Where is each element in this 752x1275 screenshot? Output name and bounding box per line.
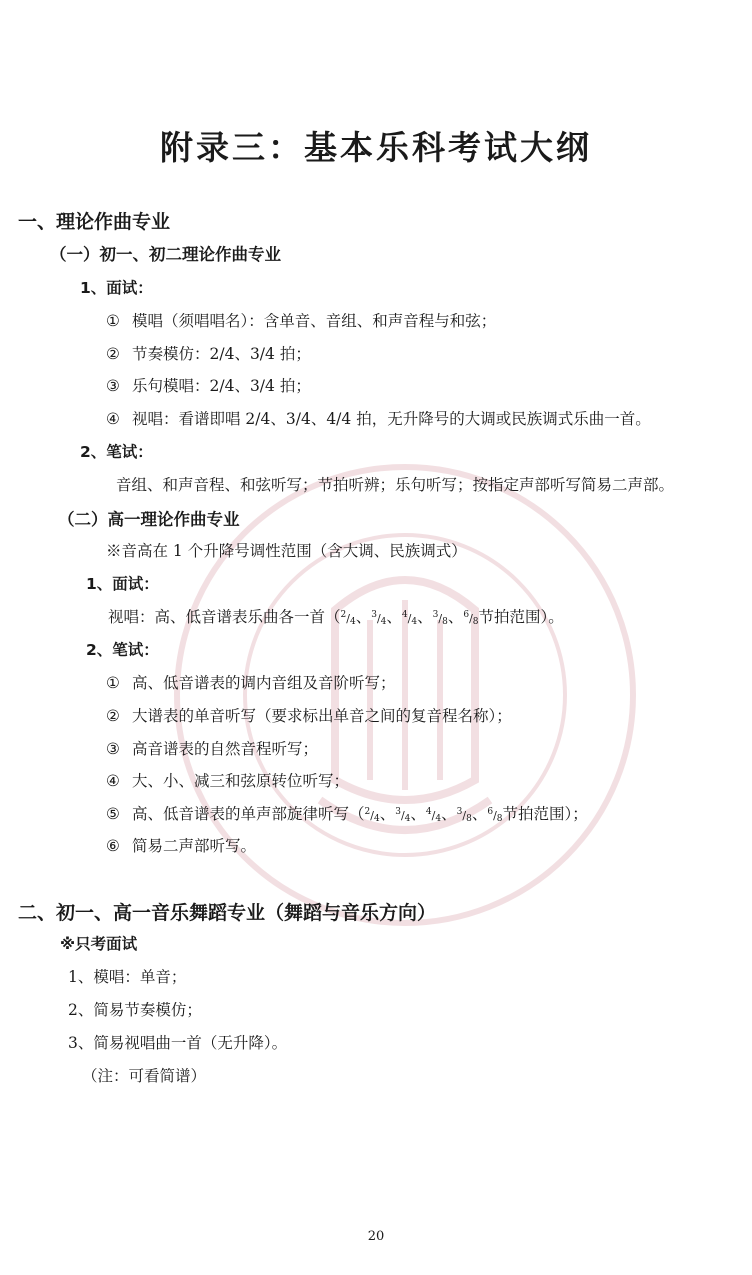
- list-text: 视唱：看谱即唱 2/4、3/4、4/4 拍，无升降号的大调或民族调式乐曲一首。: [132, 410, 651, 428]
- time-signature: $^6/_8$: [487, 807, 503, 824]
- list-number: ④: [106, 772, 120, 790]
- sight-singing-line: 视唱：高、低音谱表乐曲各一首（$^2/_4$、$^3/_4$、$^4/_4$、$^3/_8$、$^6/_8$节拍范围）。: [108, 608, 564, 627]
- time-signature: $^3/_4$: [371, 610, 387, 627]
- list-item: 2、简易节奏模仿；: [68, 1001, 202, 1019]
- list-item: 3、简易视唱曲一首（无升降）。: [68, 1034, 288, 1052]
- list-text: 大谱表的单音听写（要求标出单音之间的复音程名称）；: [132, 707, 512, 725]
- list-text: 简易二声部听写。: [132, 837, 257, 855]
- list-text: 高音谱表的自然音程听写；: [132, 740, 319, 758]
- time-signature: $^2/_4$: [364, 807, 380, 824]
- list-item: [106, 834, 256, 856]
- page-title: 附录三：基本乐科考试大纲: [160, 128, 592, 167]
- pitch-range-note: ※音高在 1 个升降号调性范围（含大调、民族调式）: [106, 542, 467, 560]
- list-item: [106, 342, 311, 364]
- page-number: 20: [367, 1229, 385, 1244]
- list-number: ①: [106, 312, 120, 330]
- list-item: [106, 769, 349, 791]
- section-2-heading: 二、初一、高一音乐舞蹈专业（舞蹈与音乐方向）: [18, 902, 437, 924]
- list-number: ⑤: [106, 805, 120, 823]
- list-number: ③: [106, 740, 120, 758]
- time-signature: $^3/_8$: [456, 807, 472, 824]
- list-text: 高、低音谱表的调内音组及音阶听写；: [132, 674, 396, 692]
- time-signature: $^6/_8$: [463, 610, 479, 627]
- list-item: [106, 671, 396, 693]
- list-text: 乐句模唱：2/4、3/4 拍；: [132, 377, 311, 395]
- time-signature: $^4/_4$: [425, 807, 442, 824]
- list-item: 1、模唱：单音；: [68, 968, 187, 986]
- list-item: [106, 309, 496, 331]
- section-1b-heading: （二）高一理论作曲专业: [58, 510, 240, 529]
- conservatory-seal-watermark: [170, 460, 640, 930]
- list-number: ③: [106, 377, 120, 395]
- section-1b-interview-heading: 1、面试：: [86, 575, 159, 593]
- list-item: [106, 407, 651, 429]
- list-number: ②: [106, 707, 120, 725]
- section-2-note: ※只考面试: [60, 935, 138, 953]
- list-item: [106, 704, 512, 726]
- list-text: 大、小、减三和弦原转位听写；: [132, 772, 350, 790]
- written-content: 音组、和声音程、和弦听写；节拍听辨；乐句听写；按指定声部听写简易二声部。: [116, 476, 675, 494]
- time-signature: $^2/_4$: [340, 610, 356, 627]
- list-item: [106, 374, 311, 396]
- time-signature: $^3/_8$: [432, 610, 448, 627]
- section-1a-heading: （一）初一、初二理论作曲专业: [50, 245, 281, 264]
- section-1a-written-heading: 2、笔试：: [80, 443, 153, 461]
- sight-singing-prefix: 视唱：高、低音谱表乐曲各一首（: [108, 608, 341, 626]
- list-number: ④: [106, 410, 120, 428]
- section-1-heading: 一、理论作曲专业: [18, 211, 171, 233]
- remark: （注：可看简谱）: [82, 1067, 207, 1085]
- list-item: [106, 737, 318, 759]
- sight-singing-suffix: 节拍范围）。: [478, 608, 564, 626]
- list-number: ②: [106, 345, 120, 363]
- list-text: 节奏模仿：2/4、3/4 拍；: [132, 345, 311, 363]
- section-1b-written-heading: 2、笔试：: [86, 641, 159, 659]
- time-signature: $^3/_4$: [395, 807, 411, 824]
- list-text-suffix: 节拍范围）；: [502, 805, 588, 823]
- list-text: 模唱（须唱唱名）：含单音、音组、和声音程与和弦；: [132, 312, 497, 330]
- time-signature: $^4/_4$: [401, 610, 418, 627]
- list-number: ①: [106, 674, 120, 692]
- list-number: ⑥: [106, 837, 120, 855]
- list-text: 高、低音谱表的单声部旋律听写（: [132, 805, 365, 823]
- section-1a-interview-heading: 1、面试：: [80, 279, 153, 297]
- list-item: ⑤ 高、低音谱表的单声部旋律听写（$^2/_4$、$^3/_4$、$^4/_4$、$^3/_8$、$^6/_8$节拍范围）；: [106, 805, 588, 824]
